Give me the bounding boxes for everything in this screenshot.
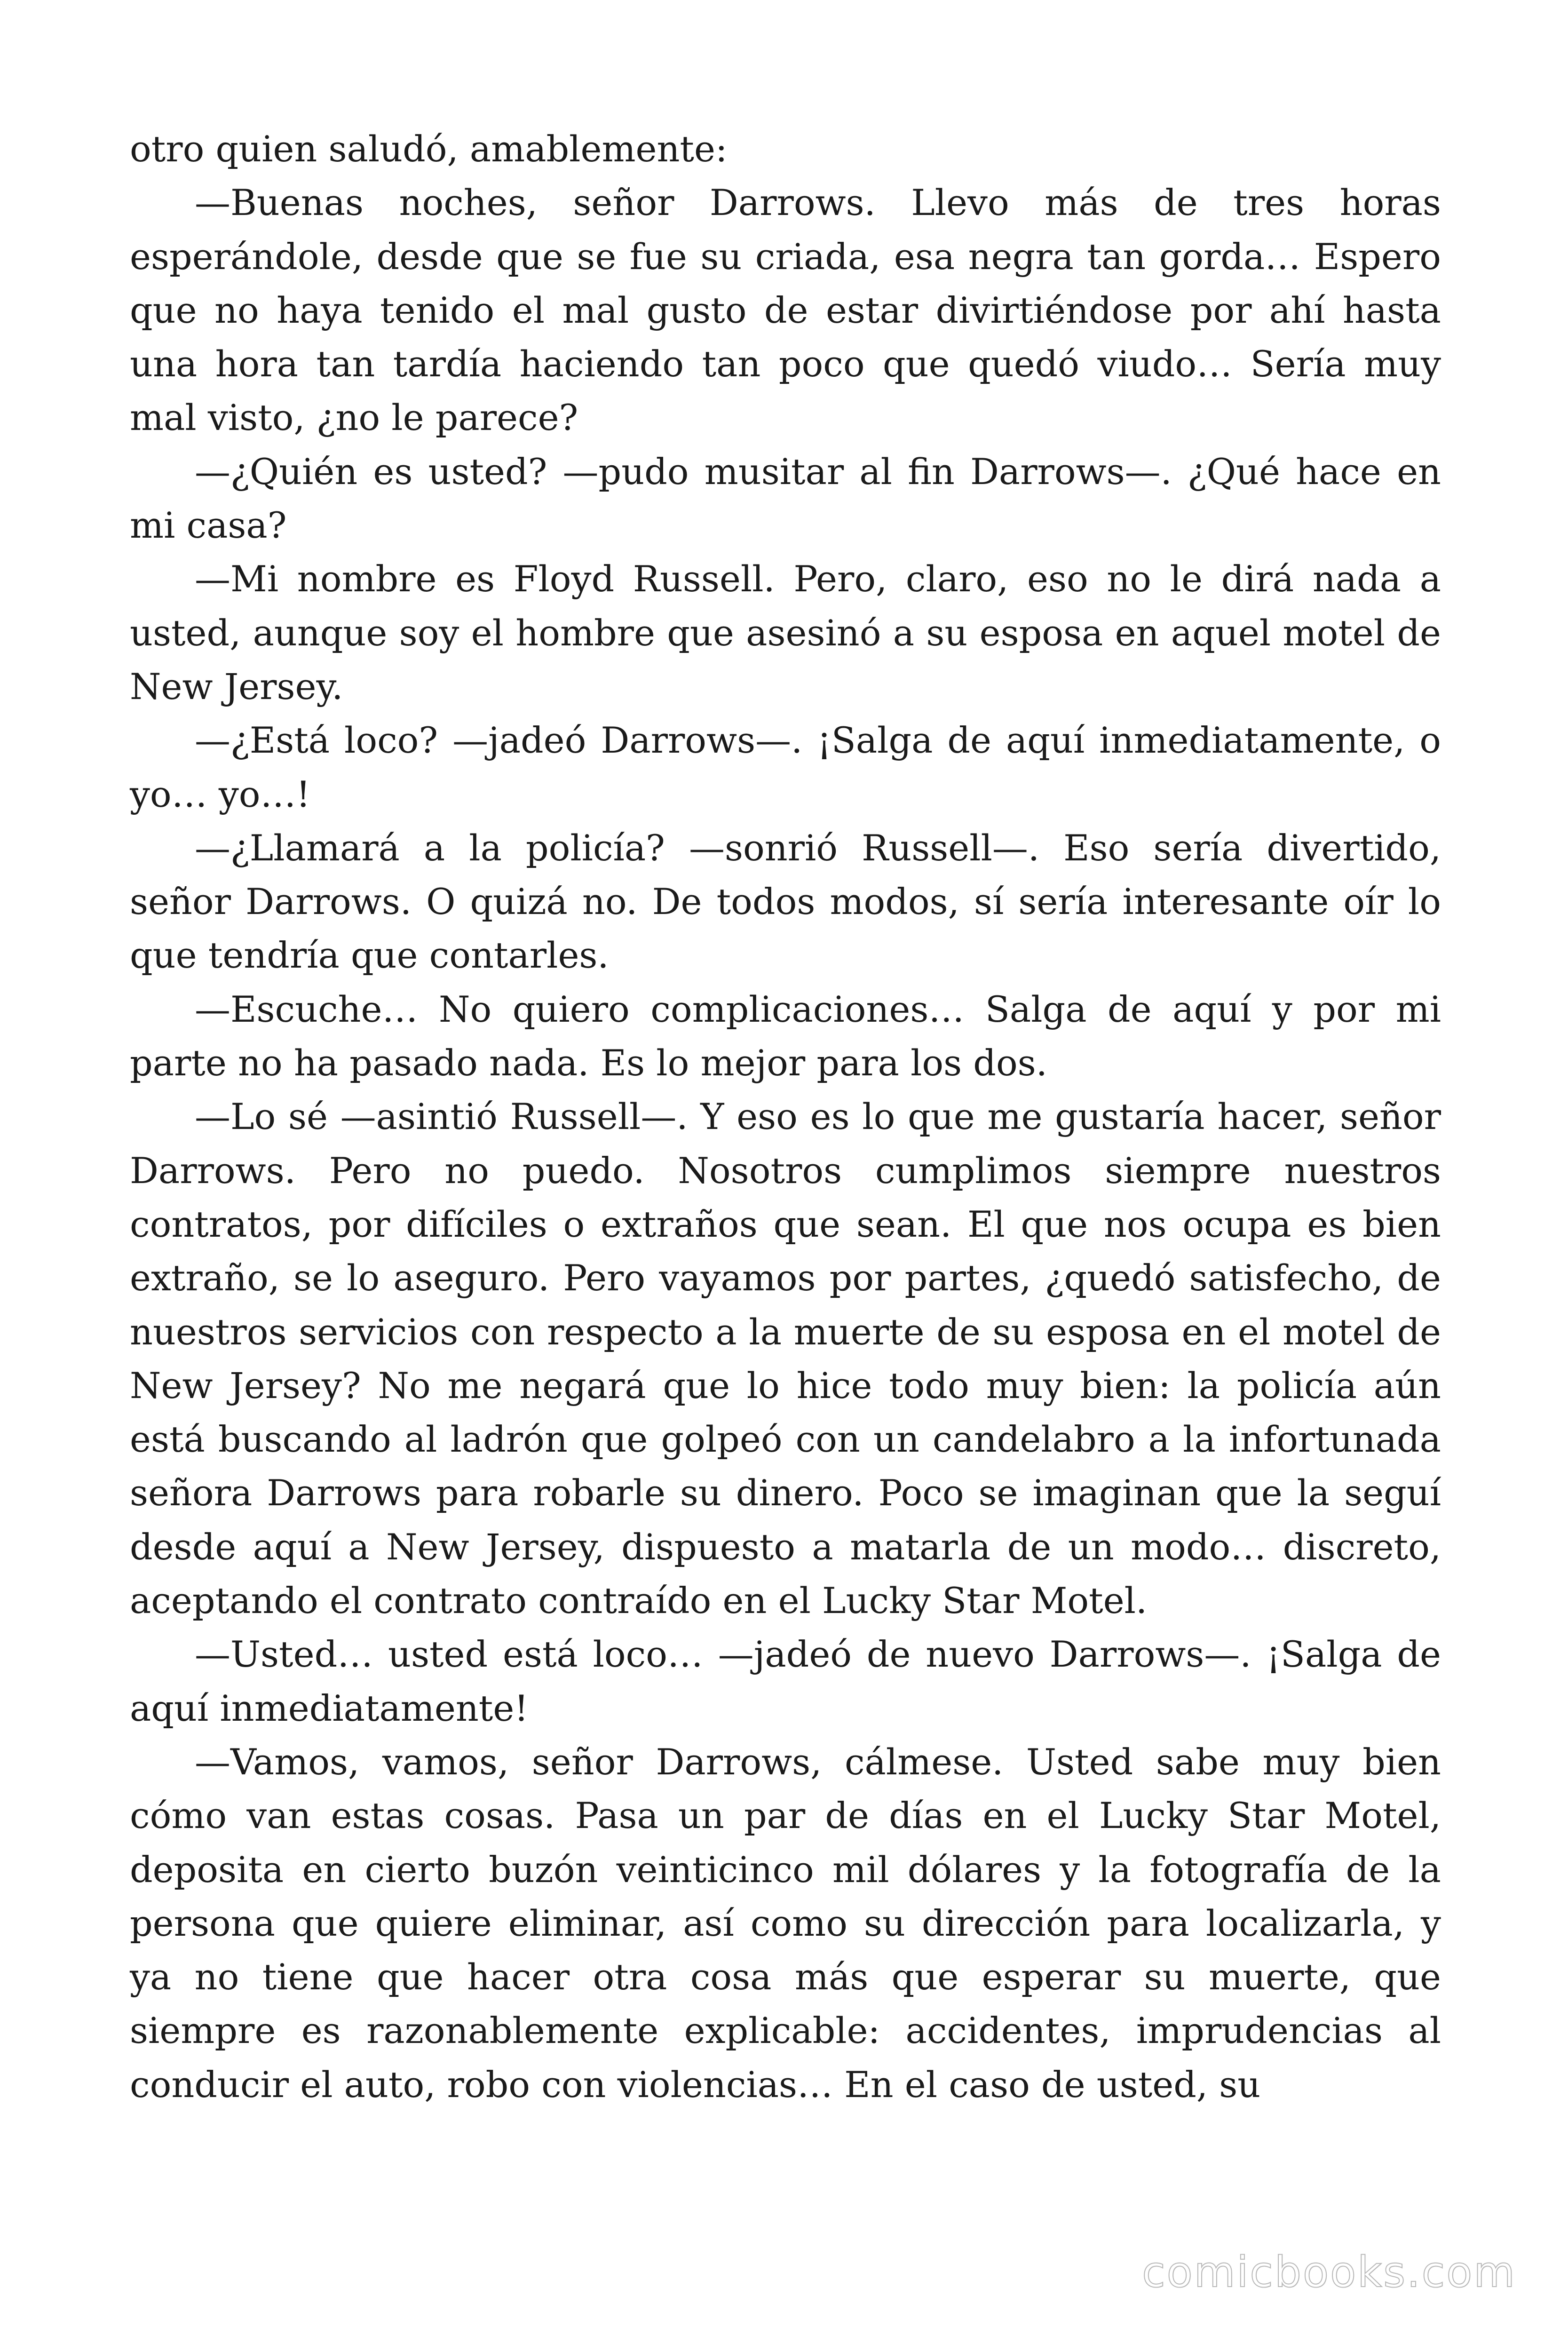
paragraph: —¿Está loco? —jadeó Darrows—. ¡Salga de aquí inmediatamente, o yo… yo…!: [130, 719, 1441, 815]
watermark: comicbooks.com: [1142, 2248, 1516, 2297]
paragraph: —Vamos, vamos, señor Darrows, cálmese. Usted sabe muy bien cómo van estas cosas. Pasa un par de días en el Lucky Star Motel, deposita en cierto buzón veinticinco mil dólares y la fotografía de la persona que quiere eliminar, así como su dirección para localizarla, y ya no tiene que hacer otra cosa más que esperar su muerte, que siempre es razonablemente explicable: accidentes, imprudencias al conducir el auto, robo con violencias… En el caso de usted, su: [130, 1740, 1441, 2106]
paragraph: —Mi nombre es Floyd Russell. Pero, claro, eso no le dirá nada a usted, aunque soy el hombre que asesinó a su esposa en aquel motel de New Jersey.: [130, 558, 1441, 707]
paragraph: —Escuche… No quiero complicaciones… Salga de aquí y por mi parte no ha pasado nada. Es lo mejor para los dos.: [130, 988, 1441, 1084]
paragraph: —Usted… usted está loco… —jadeó de nuevo Darrows—. ¡Salga de aquí inmediatamente!: [130, 1633, 1441, 1729]
paragraph: —¿Quién es usted? —pudo musitar al fin Darrows—. ¿Qué hace en mi casa?: [130, 450, 1441, 547]
paragraph-continuation: otro quien saludó, amablemente:: [130, 128, 728, 170]
paragraph: —Lo sé —asintió Russell—. Y eso es lo que me gustaría hacer, señor Darrows. Pero no puedo. Nosotros cumplimos siempre nuestros contratos, por difíciles o extraños que sean. El que nos ocupa es bien extraño, se lo aseguro. Pero vayamos por partes, ¿quedó satisfecho, de nuestros servicios con respecto a la muerte de su esposa en el motel de New Jersey? No me negará que lo hice todo muy bien: la policía aún está buscando al ladrón que golpeó con un candelabro a la infortunada señora Darrows para robarle su dinero. Poco se imaginan que la seguí desde aquí a New Jersey, dispuesto a matarla de un modo… discreto, aceptando el contrato contraído en el Lucky Star Motel.: [130, 1096, 1441, 1622]
paragraph: —Buenas noches, señor Darrows. Llevo más de tres horas esperándole, desde que se fue su criada, esa negra tan gorda… Espero que no haya tenido el mal gusto de estar divirtiéndose por ahí hasta una hora tan tardía haciendo tan poco que quedó viudo… Sería muy mal visto, ¿no le parece?: [130, 182, 1441, 439]
page-body: [130, 122, 1441, 2112]
paragraph: —¿Llamará a la policía? —sonrió Russell—. Eso sería divertido, señor Darrows. O quizá no. De todos modos, sí sería interesante oír lo que tendría que contarles.: [130, 826, 1441, 977]
